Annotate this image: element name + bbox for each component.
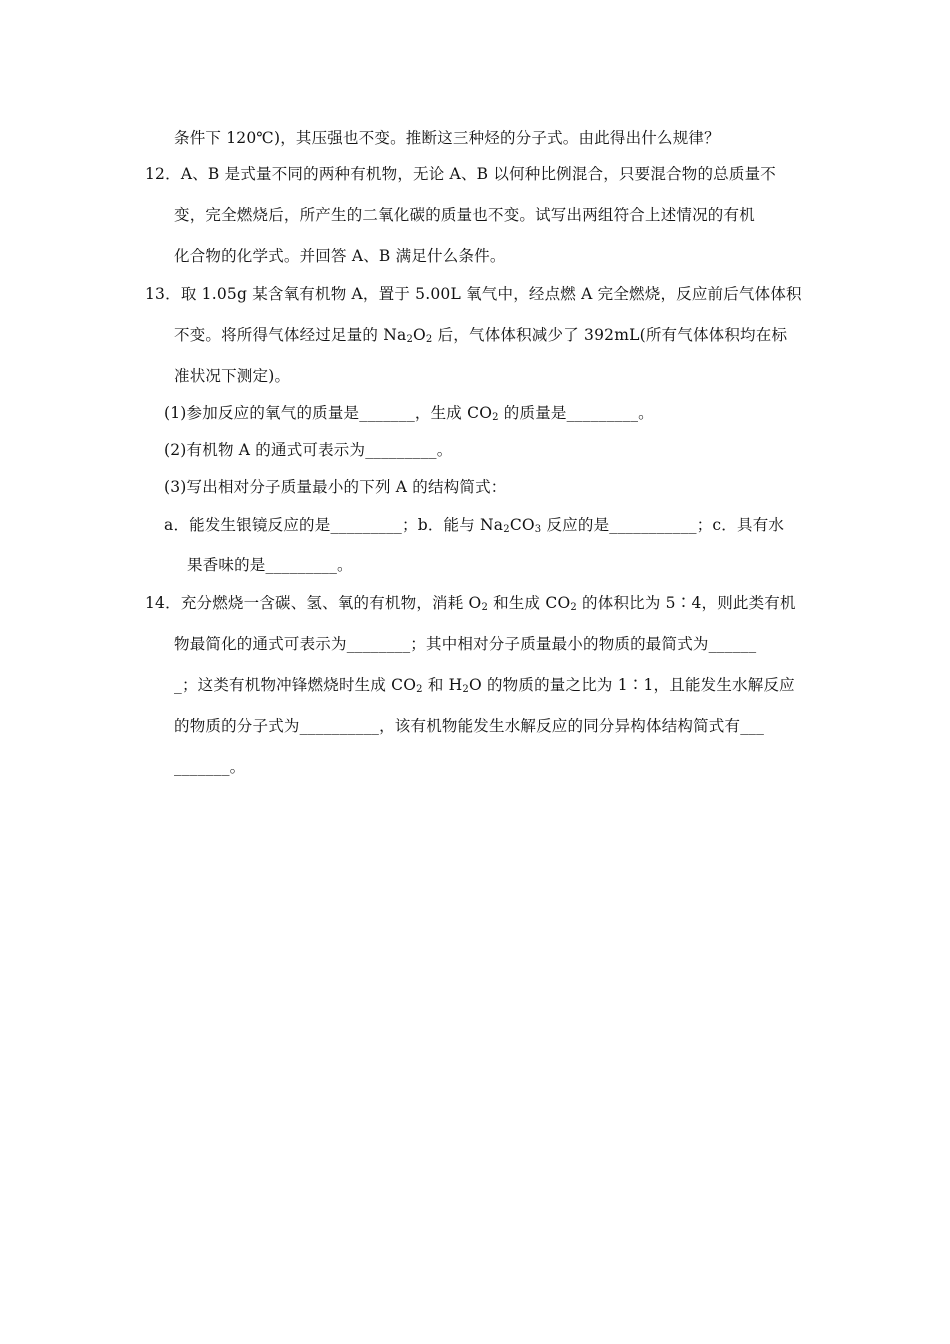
- subscript: 2: [406, 334, 413, 345]
- question-13-part-3-options-cont: 果香味的是_________。: [187, 556, 353, 574]
- question-13-part-3-options: [164, 515, 798, 535]
- question-14-line-4: 的物质的分子式为__________，该有机物能发生水解反应的同分异构体结构简式有___: [174, 717, 765, 735]
- subscript: 2: [416, 684, 423, 695]
- subscript: 2: [481, 602, 489, 613]
- subscript: 2: [492, 412, 499, 423]
- continuation-line: 条件下 120℃)，其压强也不变。推断这三种烃的分子式。由此得出什么规律？: [174, 129, 720, 147]
- text-segment: 和生成 CO: [488, 594, 571, 612]
- question-12-line-2: 变，完全燃烧后，所产生的二氧化碳的质量也不变。试写出两组符合上述情况的有机: [174, 206, 755, 224]
- text-segment: (1)参加反应的氧气的质量是_______，生成 CO: [164, 404, 493, 422]
- text-segment: O: [413, 326, 426, 344]
- question-14-line-2: 物最简化的通式可表示为________；其中相对分子质量最小的物质的最简式为______: [174, 635, 757, 653]
- text-segment: 的质量是_________。: [498, 404, 654, 422]
- text-segment: 不变。将所得气体经过足量的 Na: [174, 326, 407, 344]
- subscript: 2: [425, 334, 433, 345]
- text-segment: CO: [509, 516, 535, 534]
- text-segment: 和 H: [422, 676, 463, 694]
- text-segment: 的体积比为 5∶4，则此类有机: [576, 594, 796, 612]
- subscript: 2: [570, 602, 577, 613]
- text-segment: O 的物质的量之比为 1∶1，且能发生水解反应: [468, 676, 795, 694]
- text-segment: 14．充分燃烧一含碳、氢、氧的有机物，消耗 O: [145, 594, 482, 612]
- question-13-line-3: 准状况下测定)。: [174, 367, 291, 385]
- text-segment: 后，气体体积减少了 392mL(所有气体体积均在标: [432, 326, 788, 344]
- question-13-part-1: [164, 403, 654, 423]
- text-segment: _；这类有机物冲锋燃烧时生成 CO: [174, 676, 417, 694]
- question-13-part-3: (3)写出相对分子质量最小的下列 A 的结构简式：: [164, 478, 507, 496]
- question-12-line-3: 化合物的化学式。并回答 A、B 满足什么条件。: [174, 247, 506, 265]
- question-13-line-2: [174, 325, 814, 345]
- subscript: 2: [462, 684, 469, 695]
- question-12-line-1: 12．A、B 是式量不同的两种有机物，无论 A、B 以何种比例混合，只要混合物的总质量不: [145, 165, 776, 183]
- question-14-line-5: _______。: [174, 758, 246, 776]
- subscript: 3: [534, 524, 542, 535]
- question-14-line-3: [174, 675, 814, 695]
- question-13-part-2: (2)有机物 A 的通式可表示为_________。: [164, 441, 453, 459]
- subscript: 2: [503, 524, 510, 535]
- text-segment: a．能发生银镜反应的是_________；b．能与 Na: [164, 516, 504, 534]
- question-14-line-1: [145, 593, 796, 613]
- text-segment: 反应的是___________；c．具有水: [541, 516, 785, 534]
- question-13-line-1: 13．取 1.05g 某含氧有机物 A，置于 5.00L 氧气中，经点燃 A 完全燃烧，反应前后气体体积: [145, 285, 802, 303]
